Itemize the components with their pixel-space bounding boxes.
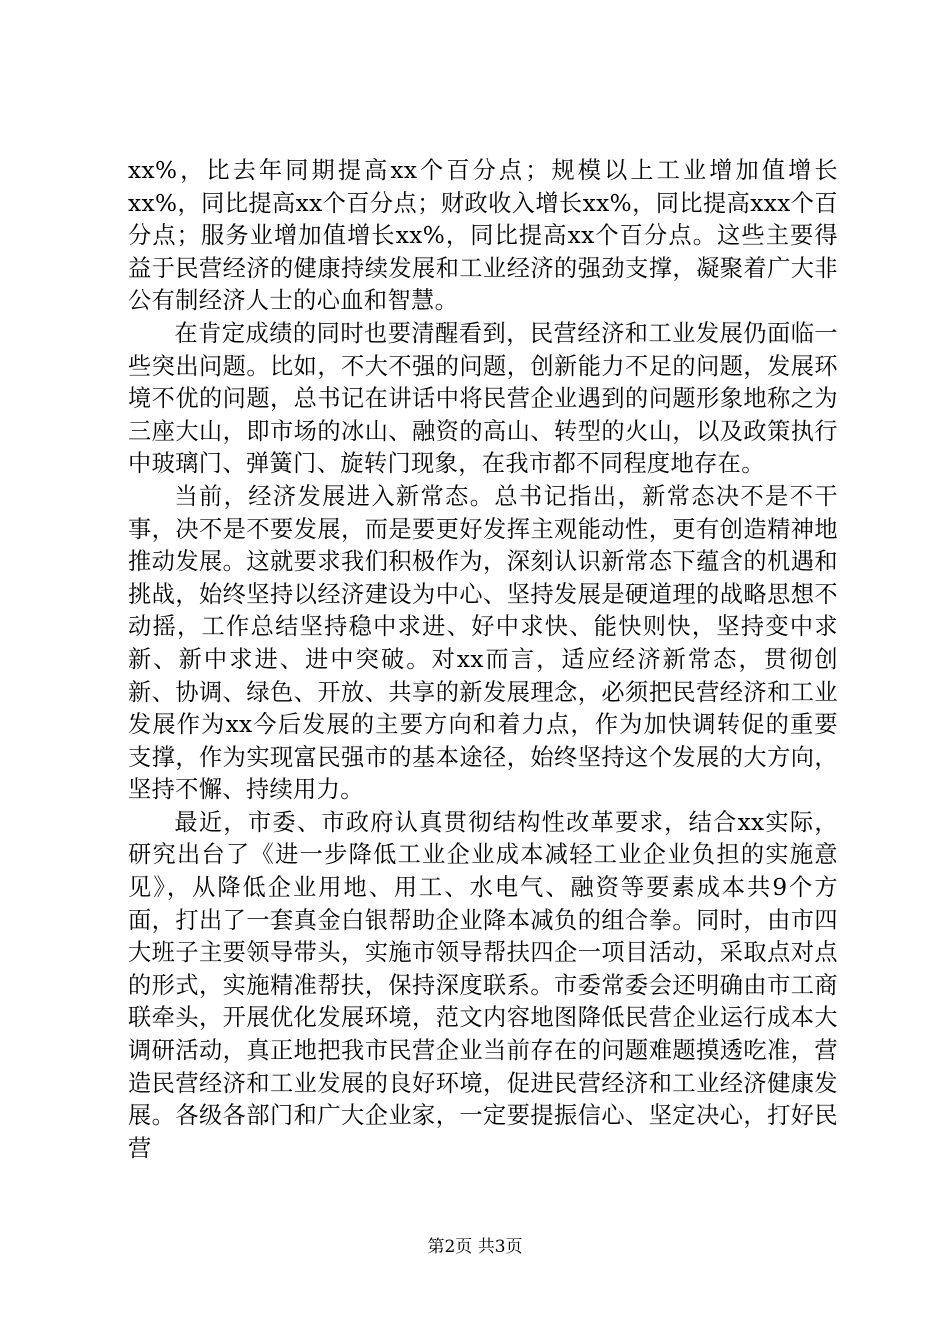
document-body bbox=[128, 155, 838, 1165]
paragraph-4: 最近，市委、市政府认真贯彻结构性改革要求，结合xx实际，研究出台了《进一步降低工业企业成本减轻工业企业负担的实施意见》，从降低企业用地、用工、水电气、融资等要素成本共9个方面，打出了一套真金白银帮助企业降本减负的组合拳。同时，由市四大班子主要领导带头，实施市领导帮扶四企一项目活动，采取点对点的形式，实施精准帮扶，保持深度联系。市委常委会还明确由市工商联牵头，开展优化发展环境，范文内容地图降低民营企业运行成本大调研活动，真正地把我市民营企业当前存在的问题难题摸透吃准，营造民营经济和工业发展的良好环境，促进民营经济和工业经济健康发展。各级各部门和广大企业家，一定要提振信心、坚定决心，打好民营 bbox=[128, 808, 838, 1162]
paragraph-3: 当前，经济发展进入新常态。总书记指出，新常态决不是不干事，决不是不要发展，而是要更好发挥主观能动性，更有创造精神地推动发展。这就要求我们积极作为，深刻认识新常态下蕴含的机遇和挑战，始终坚持以经济建设为中心、坚持发展是硬道理的战略思想不动摇，工作总结坚持稳中求进、好中求快、能快则快，坚持变中求新、新中求进、进中突破。对xx而言，适应经济新常态，贯彻创新、协调、绿色、开放、共享的新发展理念，必须把民营经济和工业发展作为xx今后发展的主要方向和着力点，作为加快调转促的重要支撑，作为实现富民强市的基本途径，始终坚持这个发展的大方向，坚持不懈、持续用力。 bbox=[128, 482, 838, 804]
paragraph-2: 在肯定成绩的同时也要清醒看到，民营经济和工业发展仍面临一些突出问题。比如，不大不强的问题，创新能力不足的问题，发展环境不优的问题，总书记在讲话中将民营企业遇到的问题形象地称之为三座大山，即市场的冰山、融资的高山、转型的火山，以及政策执行中玻璃门、弹簧门、旋转门现象，在我市都不同程度地存在。 bbox=[128, 319, 838, 478]
paragraph-1: xx%，比去年同期提高xx个百分点；规模以上工业增加值增长xx%，同比提高xx个百分点；财政收入增长xx%，同比提高xxx个百分点；服务业增加值增长xx%，同比提高xx个百分点。这些主要得益于民营经济的健康持续发展和工业经济的强劲支撑，凝聚着广大非公有制经济人士的心血和智慧。 bbox=[128, 157, 838, 315]
page-number-footer: 第2页 共3页 bbox=[427, 1237, 523, 1257]
